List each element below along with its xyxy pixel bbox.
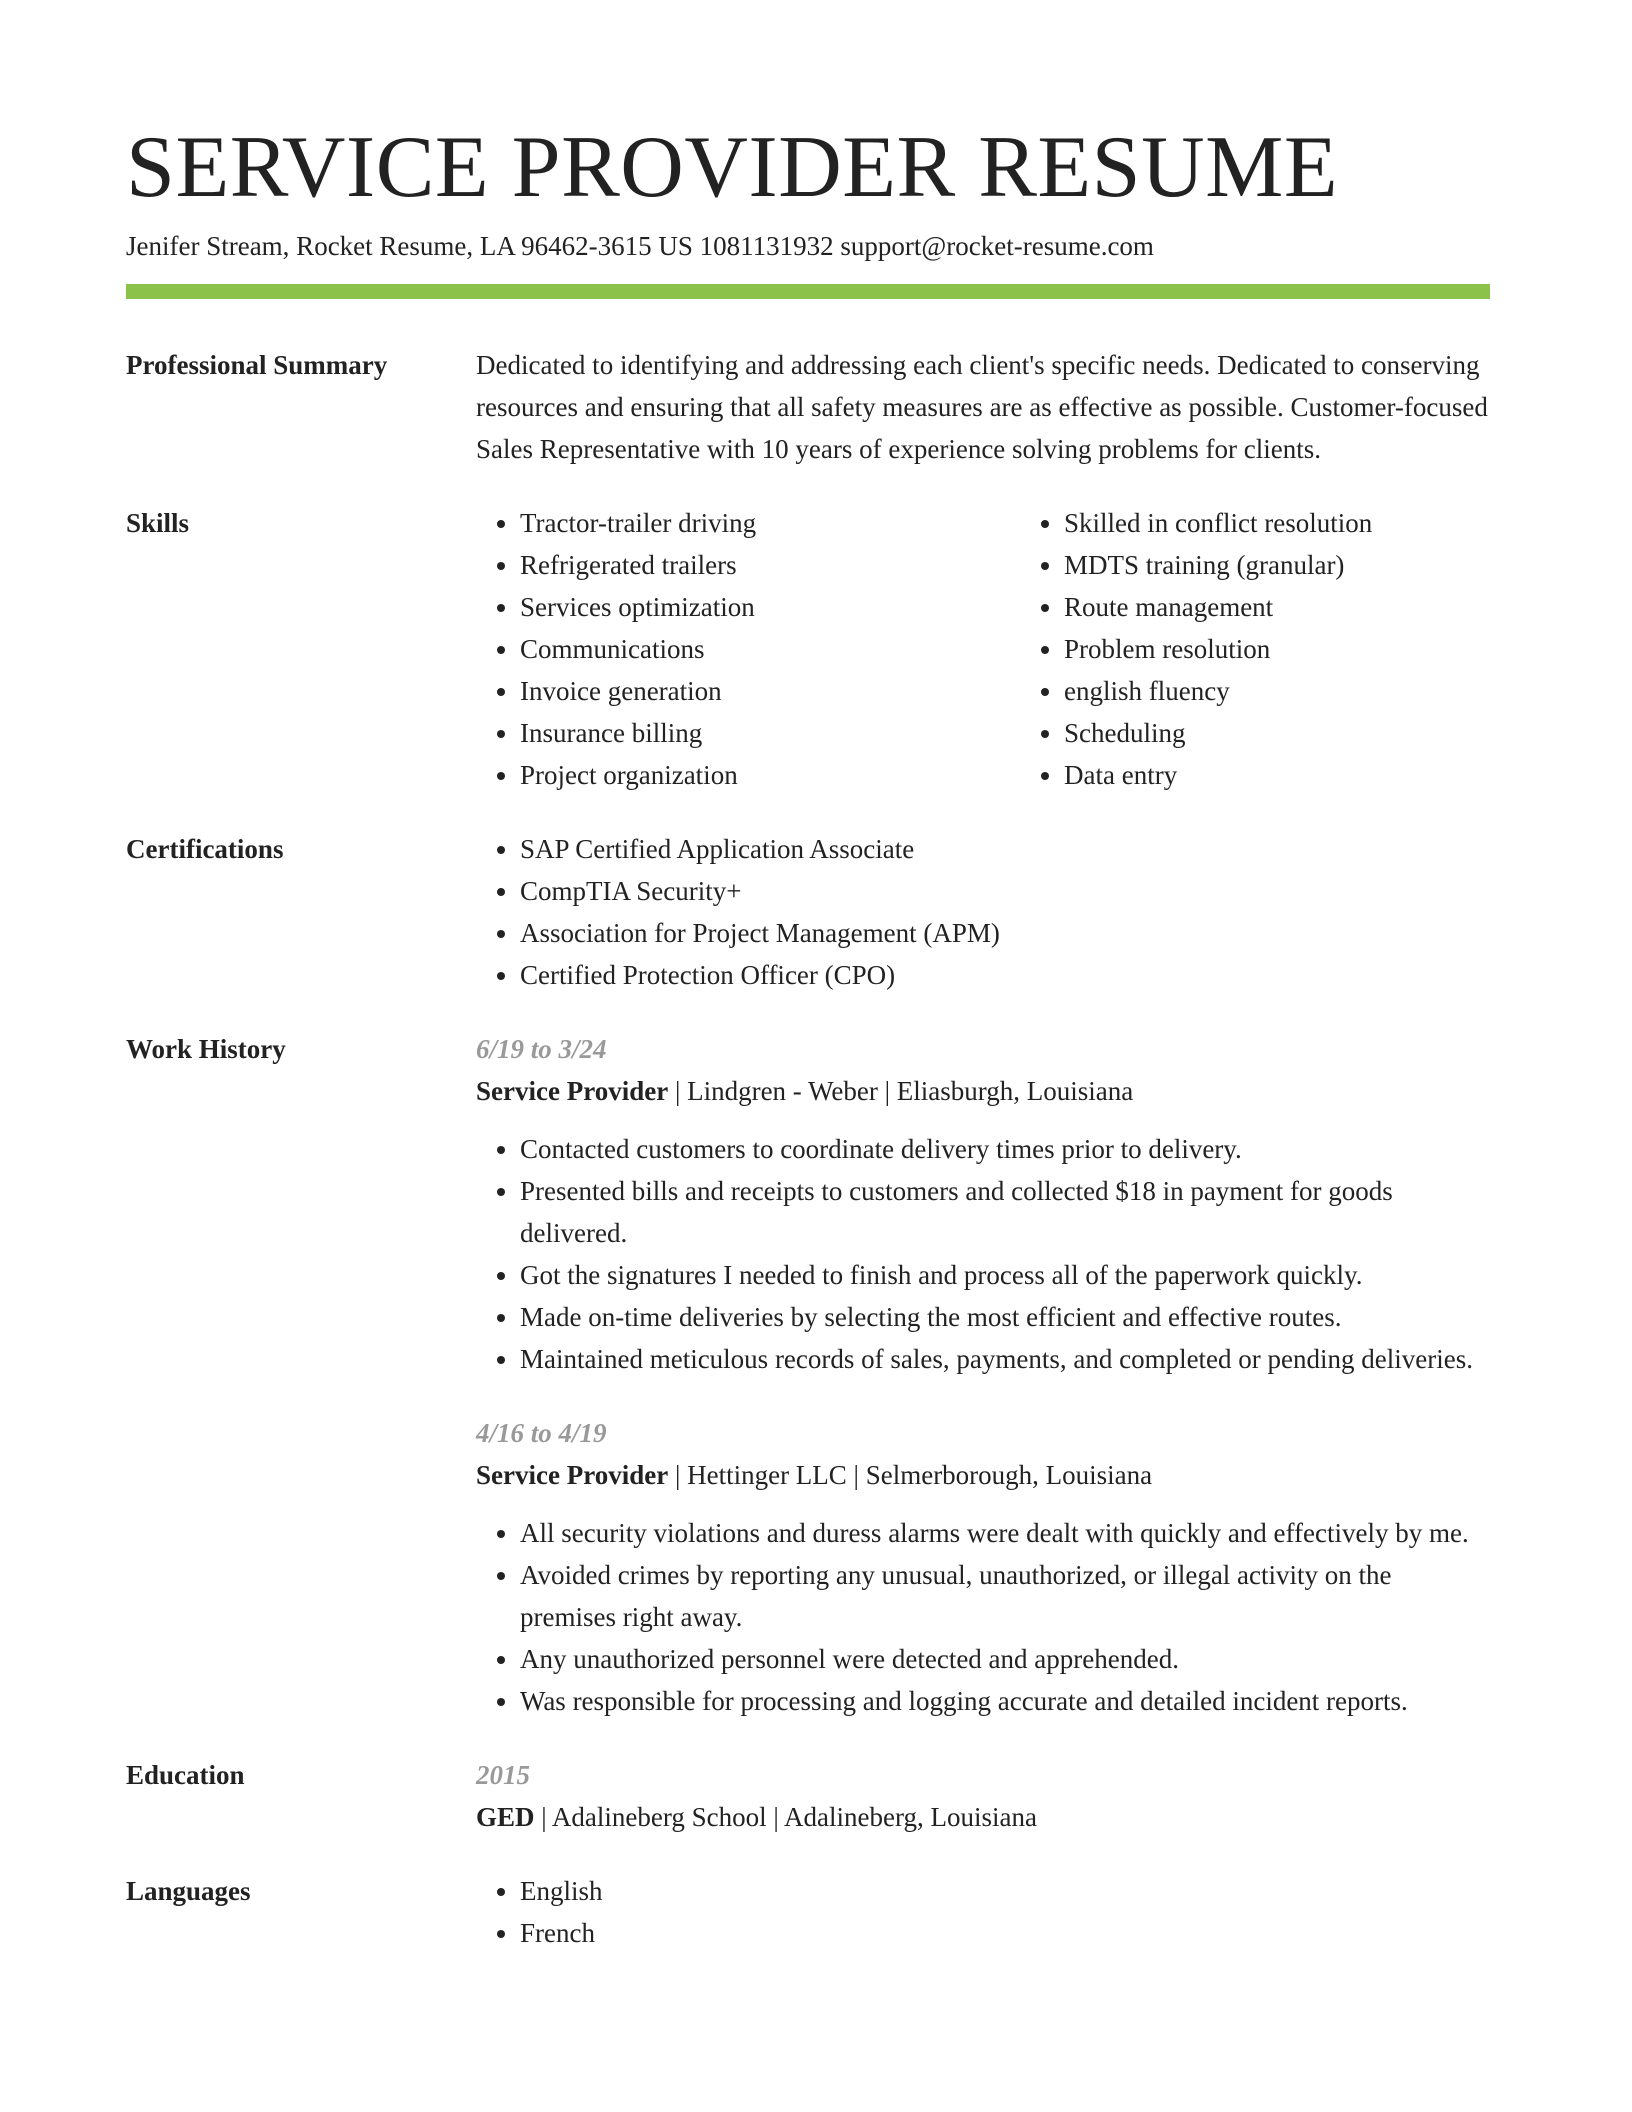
section-label-work-history: Work History (126, 1034, 286, 1064)
skill-item: • Insurance billing (520, 712, 1020, 754)
job-bullet: • All security violations and duress alarms were dealt with quickly and effectively by me. (520, 1512, 1490, 1554)
job-dates: 6/19 to 3/24 (476, 1034, 607, 1064)
languages-section (126, 1870, 1490, 1954)
languages-list (476, 1870, 1490, 1954)
skill-item: • Communications (520, 628, 1020, 670)
contact-line: Jenifer Stream, Rocket Resume, LA 96462-3615 US 1081131932 support@rocket-resume.com (126, 231, 1154, 261)
skill-item: • Problem resolution (1064, 628, 1564, 670)
accent-divider (126, 284, 1490, 299)
job-bullet: • Avoided crimes by reporting any unusual, unauthorized, or illegal activity on the premises right away. (520, 1554, 1490, 1638)
skills-list-left (476, 502, 1020, 796)
certifications-list (476, 828, 1490, 996)
work-history-section (126, 1028, 1490, 1722)
job-details: | Lindgren - Weber | Eliasburgh, Louisiana (668, 1076, 1134, 1106)
certification-item: • CompTIA Security+ (520, 870, 1490, 912)
job-heading (476, 1454, 1490, 1496)
job-bullet: • Presented bills and receipts to customers and collected $18 in payment for goods delivered. (520, 1170, 1490, 1254)
resume-content (126, 344, 1490, 1986)
education-degree: GED (476, 1802, 535, 1832)
job-bullets (476, 1512, 1490, 1722)
certifications-section (126, 828, 1490, 996)
section-label-skills: Skills (126, 508, 190, 538)
skill-item: • Refrigerated trailers (520, 544, 1020, 586)
education-section (126, 1754, 1490, 1838)
language-item: • French (520, 1912, 1490, 1954)
job-title: Service Provider (476, 1076, 669, 1106)
summary-section (126, 344, 1490, 470)
certification-item: • Association for Project Management (APM) (520, 912, 1490, 954)
skill-item: • MDTS training (granular) (1064, 544, 1564, 586)
skill-item: • Project organization (520, 754, 1020, 796)
summary-text: Dedicated to identifying and addressing each client's specific needs. Dedicated to conserving resources and ensuring that all safety measures are as effective as possible. Customer-focused Sales Representative with 10 years of experience solving problems for clients. (476, 350, 1488, 464)
skills-list-right (1020, 502, 1564, 796)
skill-item: • Invoice generation (520, 670, 1020, 712)
job-title: Service Provider (476, 1460, 669, 1490)
skills-section (126, 502, 1490, 796)
language-item: • English (520, 1870, 1490, 1912)
job-bullet: • Maintained meticulous records of sales, payments, and completed or pending deliveries. (520, 1338, 1490, 1380)
job-heading (476, 1070, 1490, 1112)
skill-item: • Route management (1064, 586, 1564, 628)
certification-item: • SAP Certified Application Associate (520, 828, 1490, 870)
skill-item: • Scheduling (1064, 712, 1564, 754)
job-entry (476, 1412, 1490, 1722)
job-details: | Hettinger LLC | Selmerborough, Louisiana (668, 1460, 1153, 1490)
job-entry (476, 1028, 1490, 1380)
education-details: | Adalineberg School | Adalineberg, Louisiana (534, 1802, 1037, 1832)
education-heading (476, 1796, 1490, 1838)
skill-item: • english fluency (1064, 670, 1564, 712)
skill-item: • Skilled in conflict resolution (1064, 502, 1564, 544)
section-label-summary: Professional Summary (126, 350, 388, 380)
job-bullet: • Was responsible for processing and logging accurate and detailed incident reports. (520, 1680, 1490, 1722)
job-bullet: • Got the signatures I needed to finish and process all of the paperwork quickly. (520, 1254, 1490, 1296)
skill-item: • Services optimization (520, 586, 1020, 628)
job-bullets (476, 1128, 1490, 1380)
job-bullet: • Any unauthorized personnel were detected and apprehended. (520, 1638, 1490, 1680)
education-year: 2015 (476, 1760, 530, 1790)
section-label-languages: Languages (126, 1876, 251, 1906)
skill-item: • Data entry (1064, 754, 1564, 796)
job-bullet: • Contacted customers to coordinate delivery times prior to delivery. (520, 1128, 1490, 1170)
skill-item: • Tractor-trailer driving (520, 502, 1020, 544)
section-label-certifications: Certifications (126, 834, 284, 864)
job-dates: 4/16 to 4/19 (476, 1418, 607, 1448)
job-bullet: • Made on-time deliveries by selecting the most efficient and effective routes. (520, 1296, 1490, 1338)
section-label-education: Education (126, 1760, 245, 1790)
resume-title: SERVICE PROVIDER RESUME (126, 119, 1339, 216)
certification-item: • Certified Protection Officer (CPO) (520, 954, 1490, 996)
